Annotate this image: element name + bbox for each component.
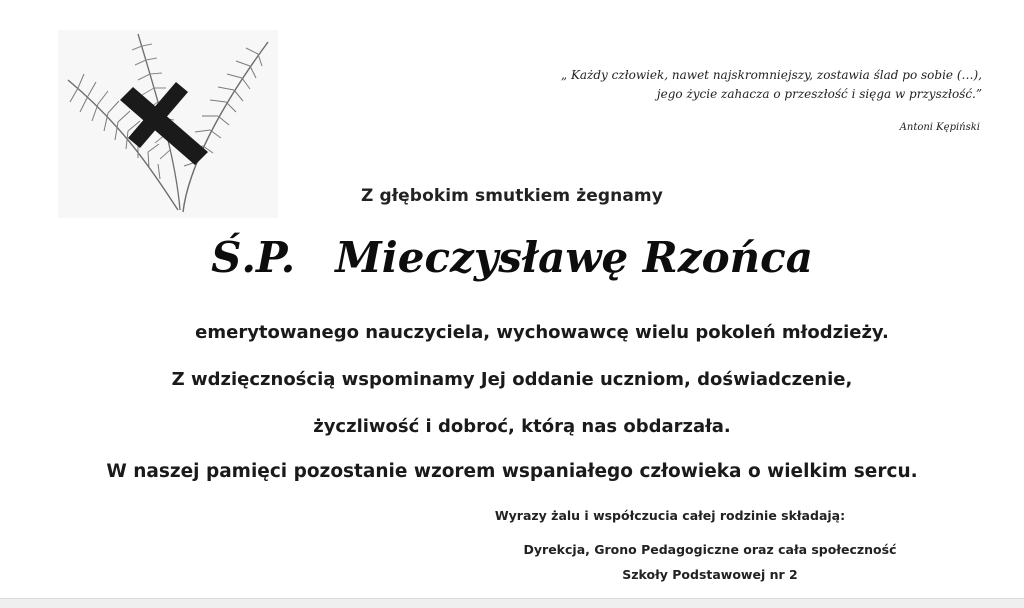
signature-line-1: Dyrekcja, Grono Pedagogiczne oraz cała społeczność	[523, 542, 897, 557]
signature-line-2: Szkoły Podstawowej nr 2	[622, 567, 798, 582]
name-text: Mieczysławę Rzońca	[335, 233, 813, 282]
quote-line-2: jego życie zahacza o przeszłość i sięga w przyszłość.”	[656, 87, 982, 101]
deceased-name	[0, 233, 1024, 282]
body-line-1: emerytowanego nauczyciela, wychowawcę wielu pokoleń młodzieży.	[195, 322, 889, 343]
quote-line-1: „ Każdy człowiek, nawet najskromniejszy, zostawia ślad po sobie (…),	[560, 68, 982, 82]
name-prefix: Ś.P.	[211, 233, 296, 282]
body-line-4: W naszej pamięci pozostanie wzorem wspaniałego człowieka o wielkim sercu.	[106, 461, 918, 482]
condolence-text: Wyrazy żalu i współczucia całej rodzinie składają:	[494, 508, 846, 523]
body-line-3: życzliwość i dobroć, którą nas obdarzała.	[313, 416, 731, 437]
intro-text: Z głębokim smutkiem żegnamy	[361, 186, 663, 206]
quote-author: Antoni Kępiński	[899, 122, 980, 133]
quote-block	[462, 66, 982, 104]
body-line-2: Z wdzięcznością wspominamy Jej oddanie uczniom, doświadczenie,	[171, 369, 853, 390]
